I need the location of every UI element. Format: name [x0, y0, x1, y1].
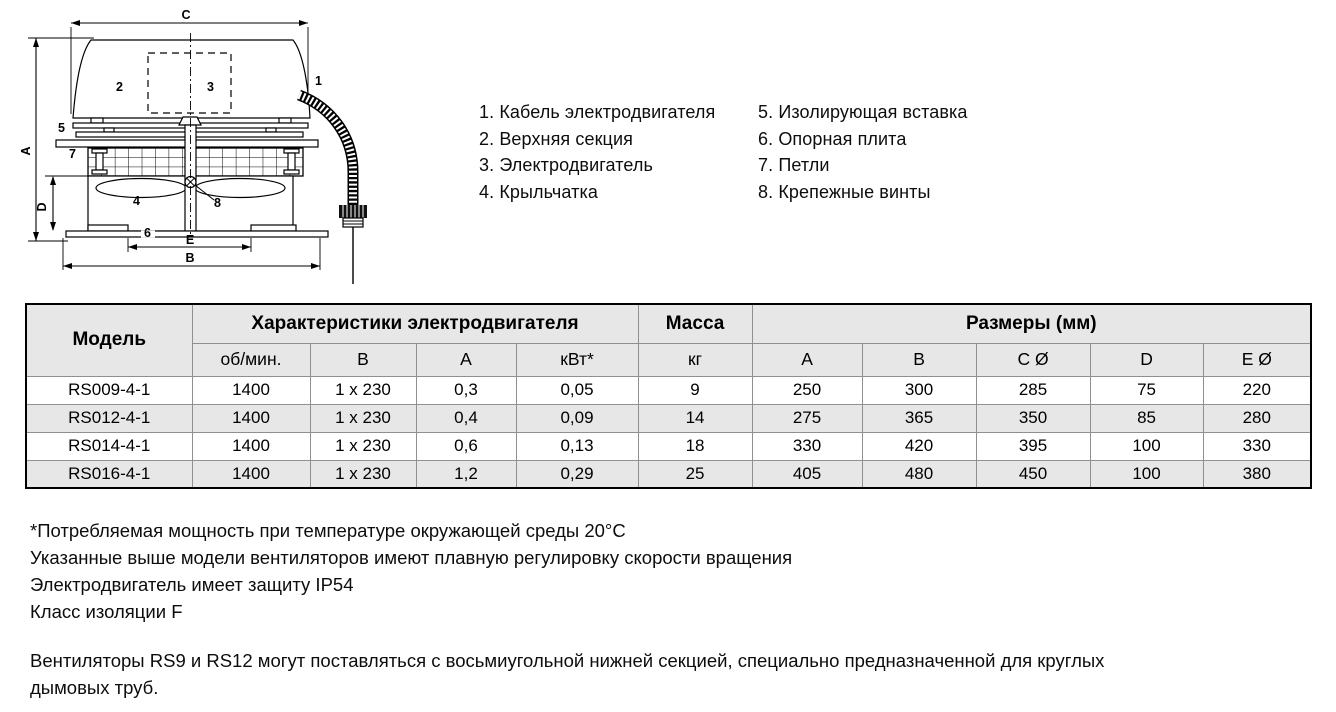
- cell: 350: [976, 404, 1090, 432]
- cable-gland-thread: [343, 218, 363, 227]
- parts-list-item: 3. Электродвигатель: [479, 155, 653, 175]
- part-label-5: 5: [58, 121, 65, 135]
- col-header-dim-e: E Ø: [1203, 343, 1311, 376]
- cell: 395: [976, 432, 1090, 460]
- dimension-line-D: [45, 176, 88, 231]
- col-header-dim-b: B: [862, 343, 976, 376]
- cell: 365: [862, 404, 976, 432]
- table-row: [26, 376, 1311, 404]
- cell: 1400: [192, 376, 310, 404]
- cell: 0,29: [516, 460, 638, 488]
- footnotes: [30, 517, 792, 625]
- cell: 85: [1090, 404, 1203, 432]
- cell: 100: [1090, 460, 1203, 488]
- table-row: [26, 404, 1311, 432]
- footnote-speed-control: Указанные выше модели вентиляторов имеют плавную регулировку скорости вращения: [30, 547, 793, 568]
- dim-label-B: B: [185, 251, 195, 265]
- cell: 14: [638, 404, 752, 432]
- dim-label-D: D: [35, 202, 49, 212]
- cell: 25: [638, 460, 752, 488]
- cell: 285: [976, 376, 1090, 404]
- part-label-2: 2: [116, 80, 123, 94]
- cell: RS016-4-1: [26, 460, 192, 488]
- footnote-ip-rating: Электродвигатель имеет защиту IP54: [30, 574, 354, 595]
- cell: 450: [976, 460, 1090, 488]
- col-header-model: Модель: [26, 304, 192, 376]
- parts-list-column-1: [479, 99, 715, 205]
- dim-label-A: A: [19, 146, 33, 156]
- col-header-dim-d: D: [1090, 343, 1203, 376]
- cell: 9: [638, 376, 752, 404]
- cell: 0,05: [516, 376, 638, 404]
- top-section-cap: [73, 40, 310, 118]
- cell: 0,4: [416, 404, 516, 432]
- cell: 0,13: [516, 432, 638, 460]
- part-label-1: 1: [315, 74, 322, 88]
- part-label-6: 6: [144, 226, 151, 240]
- cell: 1400: [192, 460, 310, 488]
- cell: 280: [1203, 404, 1311, 432]
- cell: 18: [638, 432, 752, 460]
- motor-cable: [299, 95, 367, 284]
- parts-list-item: 8. Крепежные винты: [758, 181, 931, 202]
- cell: 0,09: [516, 404, 638, 432]
- cell: 420: [862, 432, 976, 460]
- part-label-4: 4: [133, 194, 140, 208]
- cell: 1 x 230: [310, 376, 416, 404]
- table-row: [26, 432, 1311, 460]
- dim-label-E: E: [185, 233, 195, 247]
- col-group-motor: Характеристики электродвигателя: [192, 304, 638, 343]
- col-header-dim-a: A: [752, 343, 862, 376]
- cell: 1 x 230: [310, 404, 416, 432]
- cell: 100: [1090, 432, 1203, 460]
- cell: 380: [1203, 460, 1311, 488]
- col-header-volt: В: [310, 343, 416, 376]
- cell: 75: [1090, 376, 1203, 404]
- cell: 0,6: [416, 432, 516, 460]
- col-group-dimensions: Размеры (мм): [752, 304, 1311, 343]
- col-header-amp: А: [416, 343, 516, 376]
- cell: 1400: [192, 404, 310, 432]
- cell: 220: [1203, 376, 1311, 404]
- cell: 1 x 230: [310, 460, 416, 488]
- col-group-mass: Масса: [638, 304, 752, 343]
- col-header-kg: кг: [638, 343, 752, 376]
- parts-list-item: 2. Верхняя секция: [479, 128, 633, 149]
- cell: 1 x 230: [310, 432, 416, 460]
- footnote-insulation-class: Класс изоляции F: [30, 601, 183, 622]
- closing-paragraph: Вентиляторы RS9 и RS12 могут поставляться с восьмиугольной нижней секцией, специально предназначенной для круглых дымовых труб.: [30, 650, 1105, 698]
- table-row: [26, 460, 1311, 488]
- cell: 1,2: [416, 460, 516, 488]
- col-header-dim-c: C Ø: [976, 343, 1090, 376]
- part-label-3: 3: [207, 80, 214, 94]
- cell: RS012-4-1: [26, 404, 192, 432]
- col-header-kw: кВт*: [516, 343, 638, 376]
- footnote-power: *Потребляемая мощность при температуре окружающей среды 20°С: [30, 520, 626, 541]
- cell: 0,3: [416, 376, 516, 404]
- parts-list-item: 1. Кабель электродвигателя: [479, 102, 716, 122]
- part-label-8: 8: [214, 196, 221, 210]
- fan-drawing-svg: [16, 4, 466, 296]
- parts-list-item: 5. Изолирующая вставка: [758, 102, 968, 122]
- cell: 250: [752, 376, 862, 404]
- fan-technical-drawing: [16, 4, 466, 296]
- specifications-table: [25, 303, 1312, 489]
- cell: 480: [862, 460, 976, 488]
- dim-label-C: C: [181, 8, 191, 22]
- part-label-7: 7: [69, 147, 76, 161]
- parts-list-column-2: [758, 99, 968, 205]
- cell: 405: [752, 460, 862, 488]
- cell: 300: [862, 376, 976, 404]
- col-header-rpm: об/мин.: [192, 343, 310, 376]
- parts-list-item: 6. Опорная плита: [758, 128, 907, 149]
- cell: RS009-4-1: [26, 376, 192, 404]
- cell: 330: [752, 432, 862, 460]
- cell: 330: [1203, 432, 1311, 460]
- cell: 275: [752, 404, 862, 432]
- parts-list-item: 7. Петли: [758, 155, 830, 175]
- cell: 1400: [192, 432, 310, 460]
- cell: RS014-4-1: [26, 432, 192, 460]
- parts-list-item: 4. Крыльчатка: [479, 181, 598, 202]
